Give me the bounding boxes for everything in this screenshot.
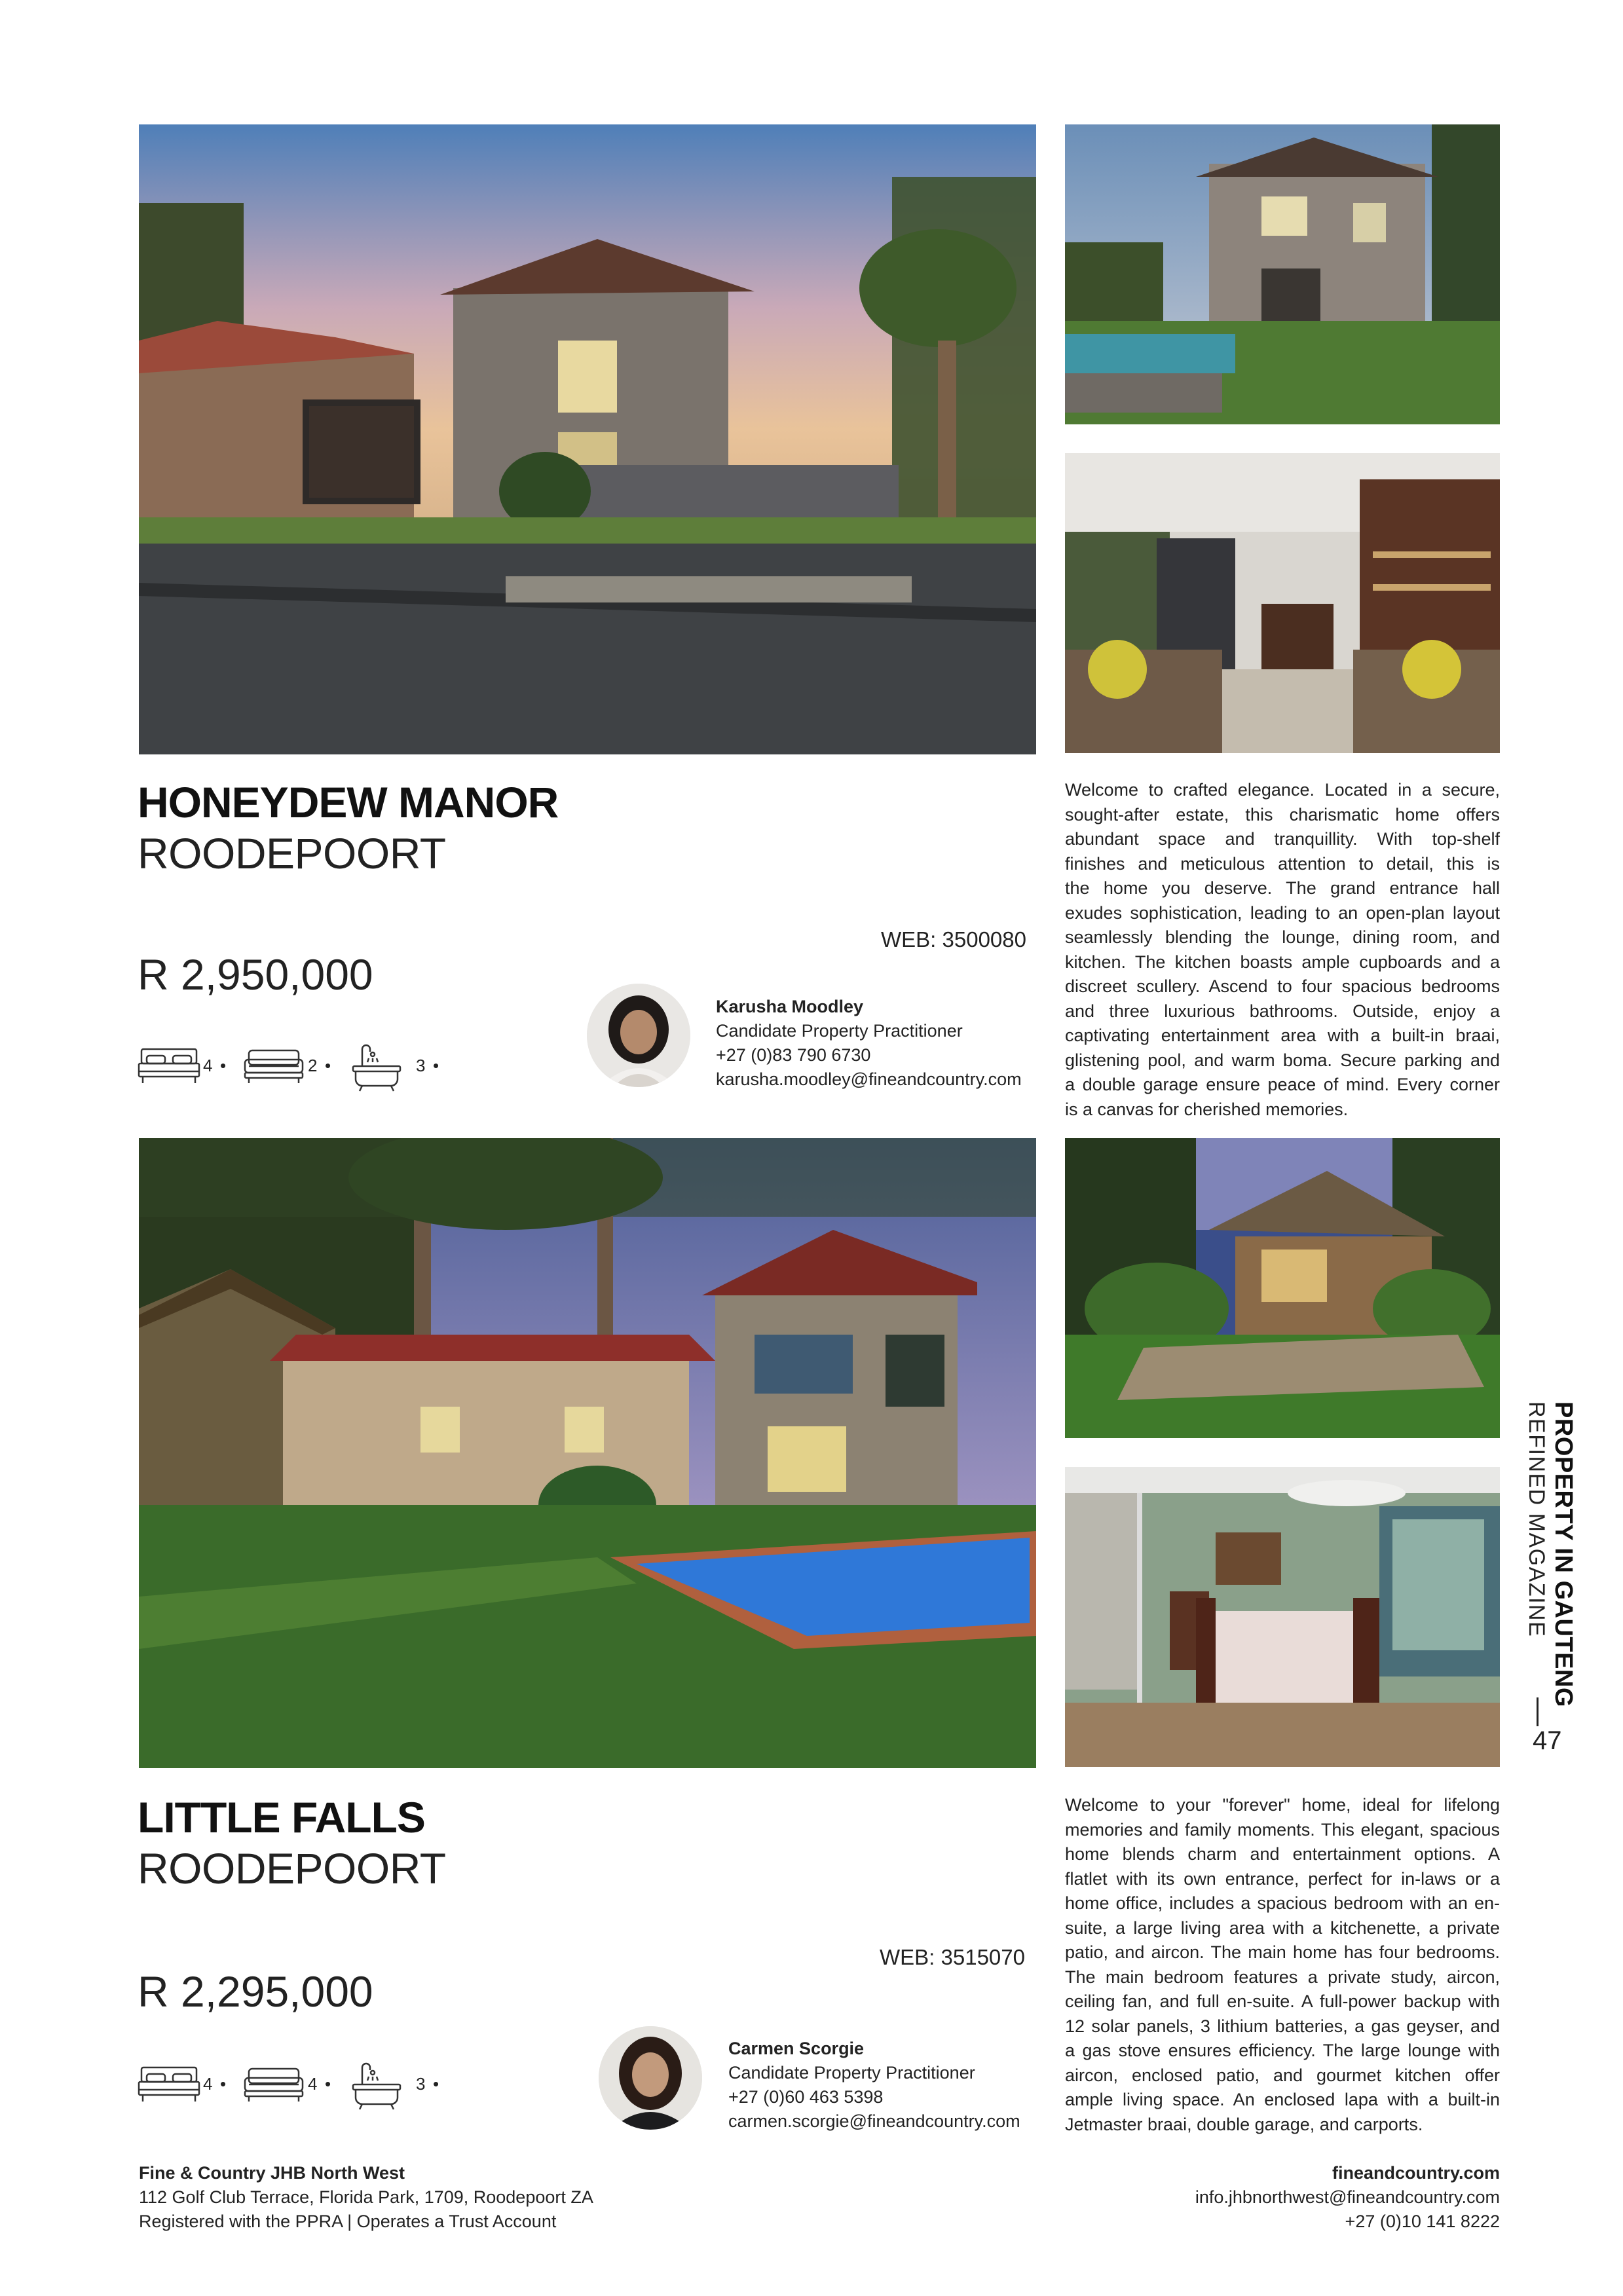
sofa-icon [242,2062,305,2108]
description-line: patio, and aircon. The main home has four bedrooms. [1065,1942,1500,1962]
listing1-web-ref: WEB: 3500080 [881,927,1026,952]
agent-email[interactable]: karusha.moodley@fineandcountry.com [716,1069,1022,1089]
agent-phone[interactable]: +27 (0)83 790 6730 [716,1045,871,1065]
sidebar-title: PROPERTY IN GAUTENG [1550,1401,1577,1707]
sofa-icon [242,1044,305,1090]
description-line: The main bedroom features a private study, aircon, [1065,1967,1500,1987]
footer-phone[interactable]: +27 (0)10 141 8222 [1345,2212,1500,2231]
listing1-price: R 2,950,000 [138,950,373,999]
listing1-title: HONEYDEW MANOR [138,778,559,826]
description-line: and three luxurious bathrooms. Outside, enjoy a [1065,1001,1500,1021]
description-line: abundant space and tranquillity. With top-shelf [1065,829,1500,849]
description-line: glistening pool, and warm boma. Secure parking and [1065,1050,1500,1070]
description-line: home office, includes a spacious bedroom with an en- [1065,1893,1500,1913]
listing2-price: R 2,295,000 [138,1967,373,2016]
sidebar-text [1523,1401,1577,1707]
listing2-bedroom-photo [1065,1467,1500,1767]
description-line: suite, a large living area with a kitchenette, a private [1065,1917,1500,1938]
footer-address: 112 Golf Club Terrace, Florida Park, 1709, Roodepoort ZA [139,2187,593,2207]
listing2-lapa-photo [1065,1138,1500,1438]
description-line: exudes sophistication, leading to an open-plan layout [1065,902,1500,923]
agent-name: Karusha Moodley [716,997,864,1016]
bath-icon [350,2062,403,2112]
agent-name: Carmen Scorgie [728,2039,865,2058]
lounge-count: 2 [308,1056,318,1075]
description-line: a gas stove ensures efficiency. The large lounge with [1065,2041,1500,2060]
lounge-count: 4 [308,2074,318,2094]
bath-count: 3 [416,2074,426,2094]
description-line: memories and family moments. This elegant, spacious [1065,1819,1500,1840]
listing1-features: 4 • 2 • 3 • [138,1041,478,1094]
description-line: sought-after estate, this charismatic home offers [1065,804,1500,824]
footer-website[interactable]: fineandcountry.com [1332,2163,1500,2183]
page-number: 47 [1533,1726,1562,1755]
agent-phone[interactable]: +27 (0)60 463 5398 [728,2087,884,2107]
description-line: kitchen. The kitchen boasts ample cupboards and a [1065,952,1500,972]
listing2-description [1065,1793,1500,2137]
listing1-main-photo [139,124,1036,754]
sidebar-divider [1537,1697,1539,1726]
bed-icon [138,1044,200,1090]
description-line: flatlet with its own entrance, perfect for in-laws or a [1065,1868,1500,1889]
description-line: ample living space. An enclosed lapa with a built-in [1065,2090,1500,2109]
footer-registration: Registered with the PPRA | Operates a Trust Account [139,2212,557,2231]
description-line: discreet scullery. Ascend to four spacious bedrooms [1065,976,1500,996]
listing2-main-photo [139,1138,1036,1768]
bed-count: 4 [203,1056,213,1075]
bed-count: 4 [203,2074,213,2094]
listing2-agent-info [728,2037,1020,2134]
listing2-agent-avatar [599,2026,702,2130]
agent-role: Candidate Property Practitioner [716,1021,963,1041]
description-line: the home you deserve. The grand entrance hall [1065,878,1500,898]
description-line: aircon, enclosed patio, and gourmet kitchen offer [1065,2065,1500,2085]
description-line: finishes and meticulous attention to detail, this is [1065,853,1500,874]
description-line: 12 solar panels, 3 lithium batteries, a gas geyser, and [1065,2016,1500,2036]
description-line: home blends charm and entertainment options. A [1065,1844,1500,1864]
listing1-description [1065,778,1500,1122]
agent-role: Candidate Property Practitioner [728,2063,975,2083]
sidebar-subtitle: REFINED MAGAZINE [1524,1401,1549,1638]
bed-icon [138,2062,200,2108]
listing2-title: LITTLE FALLS [138,1793,425,1842]
listing2-features: 4 • 4 • 3 • [138,2060,478,2112]
footer-email[interactable]: info.jhbnorthwest@fineandcountry.com [1195,2187,1500,2207]
footer-company-info [139,2161,593,2234]
listing1-suburb: ROODEPOORT [138,829,446,878]
bath-icon [350,1044,403,1094]
description-line: seamlessly blending the lounge, dining room, and [1065,927,1500,947]
listing1-exterior-photo [1065,124,1500,424]
description-line: captivating entertainment area with a built-in braai, [1065,1026,1500,1045]
bath-count: 3 [416,1056,426,1075]
agent-email[interactable]: carmen.scorgie@fineandcountry.com [728,2111,1020,2131]
description-line: a double garage ensure peace of mind. Every corner [1065,1075,1500,1094]
description-line: is a canvas for cherished memories. [1065,1099,1349,1119]
listing2-suburb: ROODEPOORT [138,1844,446,1893]
footer-company: Fine & Country JHB North West [139,2163,405,2183]
description-line: Welcome to crafted elegance. Located in a secure, [1065,780,1500,800]
magazine-sidebar [1520,1401,1578,1707]
description-line: Jetmaster braai, double garage, and carports. [1065,2114,1423,2134]
description-line: ceiling fan, and full en-suite. A full-power backup with [1065,1991,1500,2011]
listing1-agent-info [716,995,1022,1092]
listing1-agent-avatar [587,984,690,1087]
listing1-interior-photo [1065,453,1500,753]
listing2-web-ref: WEB: 3515070 [880,1945,1025,1969]
description-line: Welcome to your "forever" home, ideal for lifelong [1065,1795,1500,1815]
footer-contact-info [1195,2161,1500,2234]
